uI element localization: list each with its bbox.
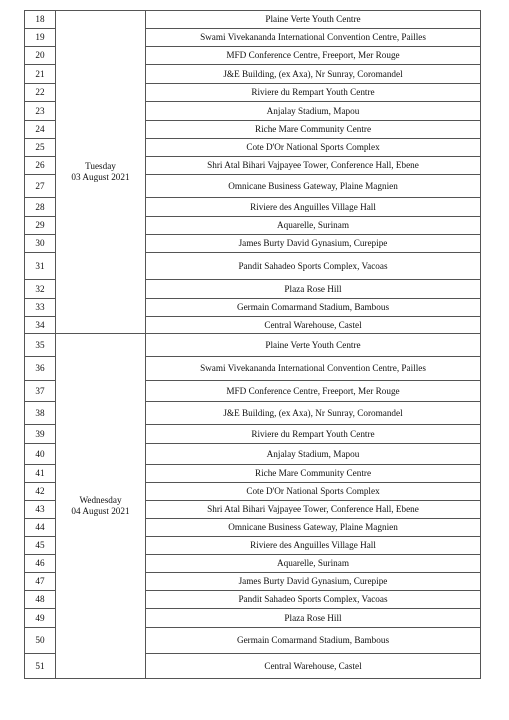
venue-name: James Burty David Gynasium, Curepipe [146, 235, 481, 253]
row-number: 18 [25, 11, 56, 29]
row-number: 27 [25, 175, 56, 198]
row-number: 45 [25, 537, 56, 555]
venue-name: Riviere du Rempart Youth Centre [146, 425, 481, 444]
venue-name: Central Warehouse, Castel [146, 654, 481, 679]
row-number: 44 [25, 519, 56, 537]
venue-name: James Burty David Gynasium, Curepipe [146, 573, 481, 591]
venue-name: Omnicane Business Gateway, Plaine Magnien [146, 175, 481, 198]
row-number: 21 [25, 65, 56, 84]
row-number: 46 [25, 555, 56, 573]
row-number: 22 [25, 84, 56, 102]
row-number: 23 [25, 102, 56, 121]
row-number: 47 [25, 573, 56, 591]
venue-name: Germain Comarmand Stadium, Bambous [146, 299, 481, 317]
row-number: 38 [25, 402, 56, 425]
row-number: 40 [25, 444, 56, 465]
venue-name: Pandit Sahadeo Sports Complex, Vacoas [146, 591, 481, 609]
venue-name: Omnicane Business Gateway, Plaine Magnien [146, 519, 481, 537]
venue-name: Riche Mare Community Centre [146, 465, 481, 483]
row-number: 42 [25, 483, 56, 501]
venue-name: Swami Vivekananda International Convention Centre, Pailles [146, 357, 481, 381]
venue-name: Plaza Rose Hill [146, 280, 481, 299]
row-number: 30 [25, 235, 56, 253]
venue-name: Central Warehouse, Castel [146, 317, 481, 334]
venue-name: Germain Comarmand Stadium, Bambous [146, 628, 481, 654]
venue-name: Riche Mare Community Centre [146, 121, 481, 139]
row-number: 50 [25, 628, 56, 654]
day-date-cell [56, 11, 146, 334]
row-number: 25 [25, 139, 56, 157]
venue-name: MFD Conference Centre, Freeport, Mer Rouge [146, 47, 481, 65]
venue-name: Anjalay Stadium, Mapou [146, 444, 481, 465]
venue-name: MFD Conference Centre, Freeport, Mer Rouge [146, 381, 481, 402]
venue-name: Aquarelle, Surinam [146, 555, 481, 573]
date-label: 04 August 2021 [71, 506, 130, 516]
table-row [25, 11, 481, 29]
venue-name: Plaza Rose Hill [146, 609, 481, 628]
venue-name: Shri Atal Bihari Vajpayee Tower, Conference Hall, Ebene [146, 501, 481, 519]
venue-name: Plaine Verte Youth Centre [146, 11, 481, 29]
venue-name: J&E Building, (ex Axa), Nr Sunray, Coromandel [146, 402, 481, 425]
row-number: 28 [25, 198, 56, 217]
vaccination-schedule-table [24, 10, 481, 679]
row-number: 26 [25, 157, 56, 175]
day-name: Wednesday [79, 495, 122, 506]
row-number: 32 [25, 280, 56, 299]
row-number: 51 [25, 654, 56, 679]
row-number: 37 [25, 381, 56, 402]
row-number: 24 [25, 121, 56, 139]
row-number: 48 [25, 591, 56, 609]
venue-name: Plaine Verte Youth Centre [146, 334, 481, 357]
row-number: 49 [25, 609, 56, 628]
row-number: 29 [25, 217, 56, 235]
row-number: 33 [25, 299, 56, 317]
venue-name: Cote D'Or National Sports Complex [146, 483, 481, 501]
venue-name: Pandit Sahadeo Sports Complex, Vacoas [146, 253, 481, 280]
venue-name: Swami Vivekananda International Convention Centre, Pailles [146, 29, 481, 47]
venue-name: J&E Building, (ex Axa), Nr Sunray, Coromandel [146, 65, 481, 84]
date-label: 03 August 2021 [71, 172, 130, 182]
day-name: Tuesday [85, 161, 116, 172]
day-date-cell [56, 334, 146, 679]
row-number: 39 [25, 425, 56, 444]
venue-name: Shri Atal Bihari Vajpayee Tower, Conference Hall, Ebene [146, 157, 481, 175]
row-number: 19 [25, 29, 56, 47]
row-number: 36 [25, 357, 56, 381]
venue-name: Anjalay Stadium, Mapou [146, 102, 481, 121]
venue-name: Riviere du Rempart Youth Centre [146, 84, 481, 102]
venue-name: Cote D'Or National Sports Complex [146, 139, 481, 157]
row-number: 31 [25, 253, 56, 280]
row-number: 41 [25, 465, 56, 483]
row-number: 43 [25, 501, 56, 519]
venue-name: Riviere des Anguilles Village Hall [146, 537, 481, 555]
venue-name: Riviere des Anguilles Village Hall [146, 198, 481, 217]
row-number: 34 [25, 317, 56, 334]
row-number: 35 [25, 334, 56, 357]
venue-name: Aquarelle, Surinam [146, 217, 481, 235]
table-row [25, 334, 481, 357]
row-number: 20 [25, 47, 56, 65]
